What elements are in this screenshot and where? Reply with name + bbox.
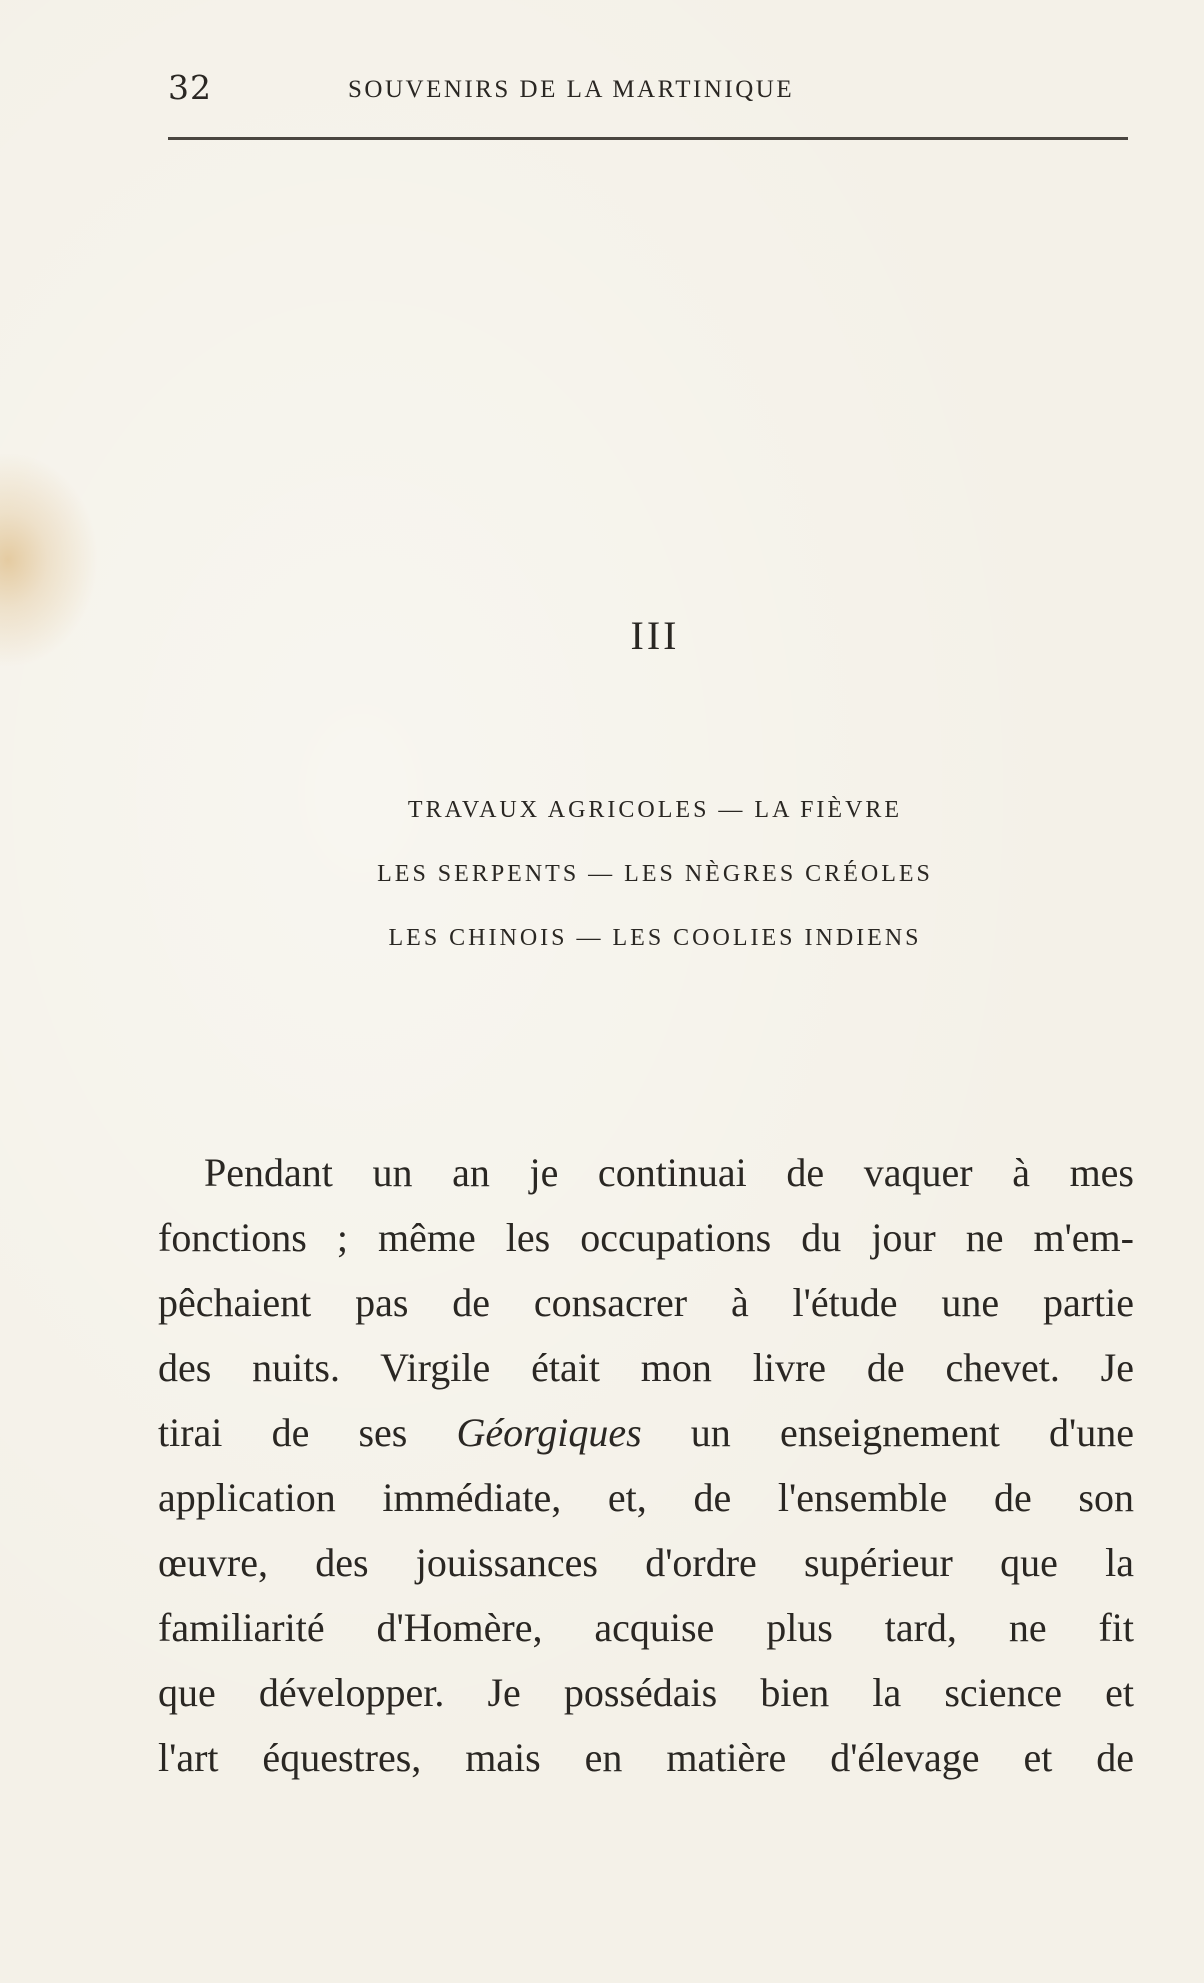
body-line: familiarité d'Homère, acquise plus tard, ne fit (158, 1605, 1134, 1650)
body-paragraph (158, 1140, 1134, 1790)
body-line: Pendant un an je continuai de vaquer à mes (204, 1150, 1134, 1195)
body-line: que développer. Je possédais bien la science et (158, 1670, 1134, 1715)
body-text-segment: tirai de ses (158, 1410, 457, 1455)
body-line: des nuits. Virgile était mon livre de chevet. Je (158, 1345, 1134, 1390)
chapter-number: III (630, 613, 680, 658)
body-line: fonctions ; même les occupations du jour ne m'em- (158, 1215, 1134, 1260)
body-line: l'art équestres, mais en matière d'élevage et de (158, 1735, 1134, 1780)
chapter-subtitle-line: LES SERPENTS — LES NÈGRES CRÉOLES (377, 861, 933, 887)
chapter-subtitle (0, 795, 1204, 987)
body-text-segment: un enseignement d'une (641, 1410, 1134, 1455)
chapter-subtitle-line: LES CHINOIS — LES COOLIES INDIENS (388, 925, 922, 951)
running-head (168, 68, 1128, 116)
body-line: application immédiate, et, de l'ensemble de son (158, 1475, 1134, 1520)
book-title-italic: Géorgiques (456, 1410, 642, 1455)
body-line (158, 1400, 1134, 1465)
chapter-subtitle-line: TRAVAUX AGRICOLES — LA FIÈVRE (407, 797, 903, 823)
body-line: pêchaient pas de consacrer à l'étude une partie (158, 1280, 1134, 1325)
running-title: SOUVENIRS DE LA MARTINIQUE (348, 76, 795, 103)
header-rule (168, 137, 1128, 140)
body-line: œuvre, des jouissances d'ordre supérieur que la (158, 1540, 1134, 1585)
page-number: 32 (168, 68, 212, 107)
